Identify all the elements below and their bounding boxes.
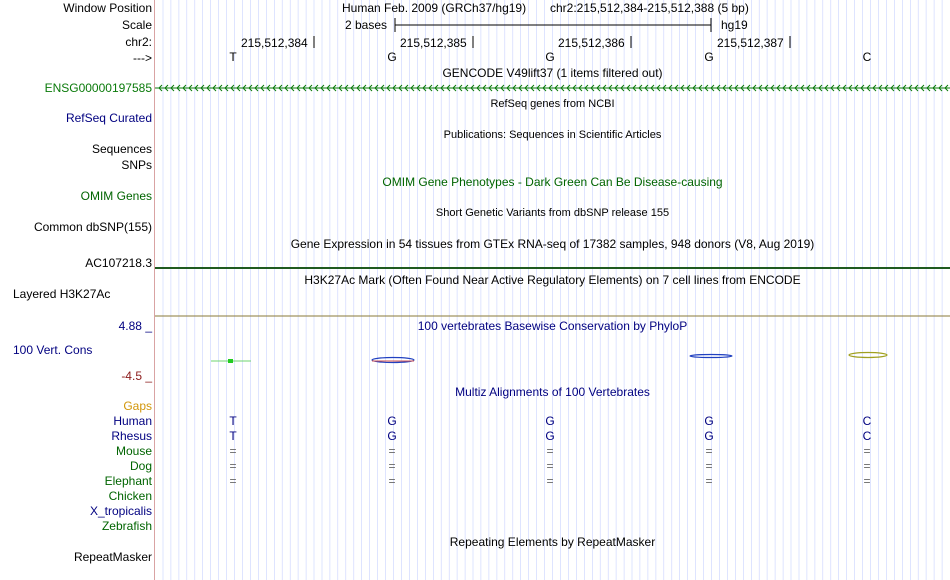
dog-base: = [388, 459, 396, 473]
human-base: C [862, 414, 872, 428]
species-label-rhesus[interactable]: Rhesus [111, 429, 152, 443]
conservation-mark-4 [849, 353, 887, 358]
gaps-label: Gaps [123, 399, 152, 413]
elephant-base: = [705, 474, 713, 488]
species-label-dog[interactable]: Dog [129, 459, 152, 473]
omim-track-title[interactable]: OMIM Gene Phenotypes - Dark Green Can Be Disease-causing [382, 175, 723, 189]
dog-base: = [229, 459, 237, 473]
mouse-base: = [388, 444, 396, 458]
dog-base: = [546, 459, 554, 473]
h3k27ac-track-title[interactable]: H3K27Ac Mark (Often Found Near Active Regulatory Elements) on 7 cell lines from ENCODE [304, 273, 801, 287]
phylop-track-title[interactable]: 100 vertebrates Basewise Conservation by PhyloP [417, 319, 688, 333]
sequence-base: C [862, 50, 872, 64]
human-base: G [545, 414, 555, 428]
human-base: G [387, 414, 397, 428]
rhesus-base: G [545, 429, 555, 443]
sequence-base: T [229, 50, 237, 64]
track-image-area[interactable] [155, 0, 950, 580]
conservation-max-label: 4.88 _ [118, 319, 152, 333]
mouse-base: = [705, 444, 713, 458]
species-label-elephant[interactable]: Elephant [104, 474, 152, 488]
chromosome-label: chr2: [125, 35, 152, 49]
window-position-text: chr2:215,512,384-215,512,388 (5 bp) [550, 1, 749, 15]
coord-3: 215,512,386 [558, 36, 625, 50]
coord-4: 215,512,387 [717, 36, 784, 50]
coord-1: 215,512,384 [241, 36, 308, 50]
sequence-base: G [545, 50, 555, 64]
conservation-mark-1 [211, 359, 251, 363]
mouse-base: = [863, 444, 871, 458]
species-label-human[interactable]: Human [113, 414, 152, 428]
gencode-gene-label[interactable]: ENSG00000197585 [44, 81, 152, 95]
elephant-base: = [229, 474, 237, 488]
gencode-track-title[interactable]: GENCODE V49lift37 (1 items filtered out) [442, 66, 663, 80]
human-base: T [229, 414, 237, 428]
gtex-gene-label[interactable]: AC107218.3 [85, 256, 152, 270]
assembly-name: Human Feb. 2009 (GRCh37/hg19) [342, 1, 527, 15]
strand-arrow-label: ---> [133, 51, 152, 65]
refseq-curated-label[interactable]: RefSeq Curated [65, 111, 152, 125]
track-label-column [0, 0, 154, 580]
gtex-track-title[interactable]: Gene Expression in 54 tissues from GTEx RNA-seq of 17382 samples, 948 donors (V8, Aug 2019) [290, 237, 815, 251]
conservation-track-label[interactable]: 100 Vert. Cons [13, 343, 93, 357]
sequences-label[interactable]: Sequences [91, 142, 152, 156]
scale-assembly: hg19 [721, 18, 748, 32]
repeatmasker-track-title[interactable]: Repeating Elements by RepeatMasker [449, 535, 656, 549]
species-label-zebrafish[interactable]: Zebrafish [101, 519, 152, 533]
layered-h3k27ac-label[interactable]: Layered H3K27Ac [13, 287, 111, 301]
sequence-base: G [387, 50, 397, 64]
conservation-mark-2 [372, 358, 414, 363]
dog-base: = [705, 459, 713, 473]
rhesus-base: C [862, 429, 872, 443]
dbsnp-track-title[interactable]: Short Genetic Variants from dbSNP release 155 [435, 207, 670, 219]
gtex-expression-bar [155, 267, 950, 269]
rhesus-base: G [704, 429, 714, 443]
window-position-label: Window Position [63, 1, 152, 15]
publications-track-title[interactable]: Publications: Sequences in Scientific Articles [443, 129, 662, 141]
refseq-track-title[interactable]: RefSeq genes from NCBI [490, 98, 615, 110]
multiz-track-title[interactable]: Multiz Alignments of 100 Vertebrates [455, 385, 650, 399]
conservation-min-label: -4.5 _ [121, 369, 152, 383]
species-label-mouse[interactable]: Mouse [115, 444, 152, 458]
elephant-base: = [863, 474, 871, 488]
elephant-base: = [546, 474, 554, 488]
common-dbsnp-label[interactable]: Common dbSNP(155) [33, 220, 152, 234]
dog-base: = [863, 459, 871, 473]
conservation-mark-3 [690, 355, 732, 358]
snps-label[interactable]: SNPs [121, 158, 152, 172]
repeatmasker-label[interactable]: RepeatMasker [73, 550, 152, 564]
omim-genes-label[interactable]: OMIM Genes [80, 189, 152, 203]
rhesus-base: G [387, 429, 397, 443]
human-base: G [704, 414, 714, 428]
species-label-chicken[interactable]: Chicken [108, 489, 152, 503]
track-graphics [155, 0, 950, 580]
mouse-base: = [546, 444, 554, 458]
scale-label: Scale [121, 18, 152, 32]
species-label-x-tropicalis[interactable]: X_tropicalis [89, 504, 152, 518]
sequence-base: G [704, 50, 714, 64]
scale-bar-text: 2 bases [345, 18, 388, 32]
rhesus-base: T [229, 429, 237, 443]
elephant-base: = [388, 474, 396, 488]
mouse-base: = [229, 444, 237, 458]
coord-2: 215,512,385 [400, 36, 467, 50]
